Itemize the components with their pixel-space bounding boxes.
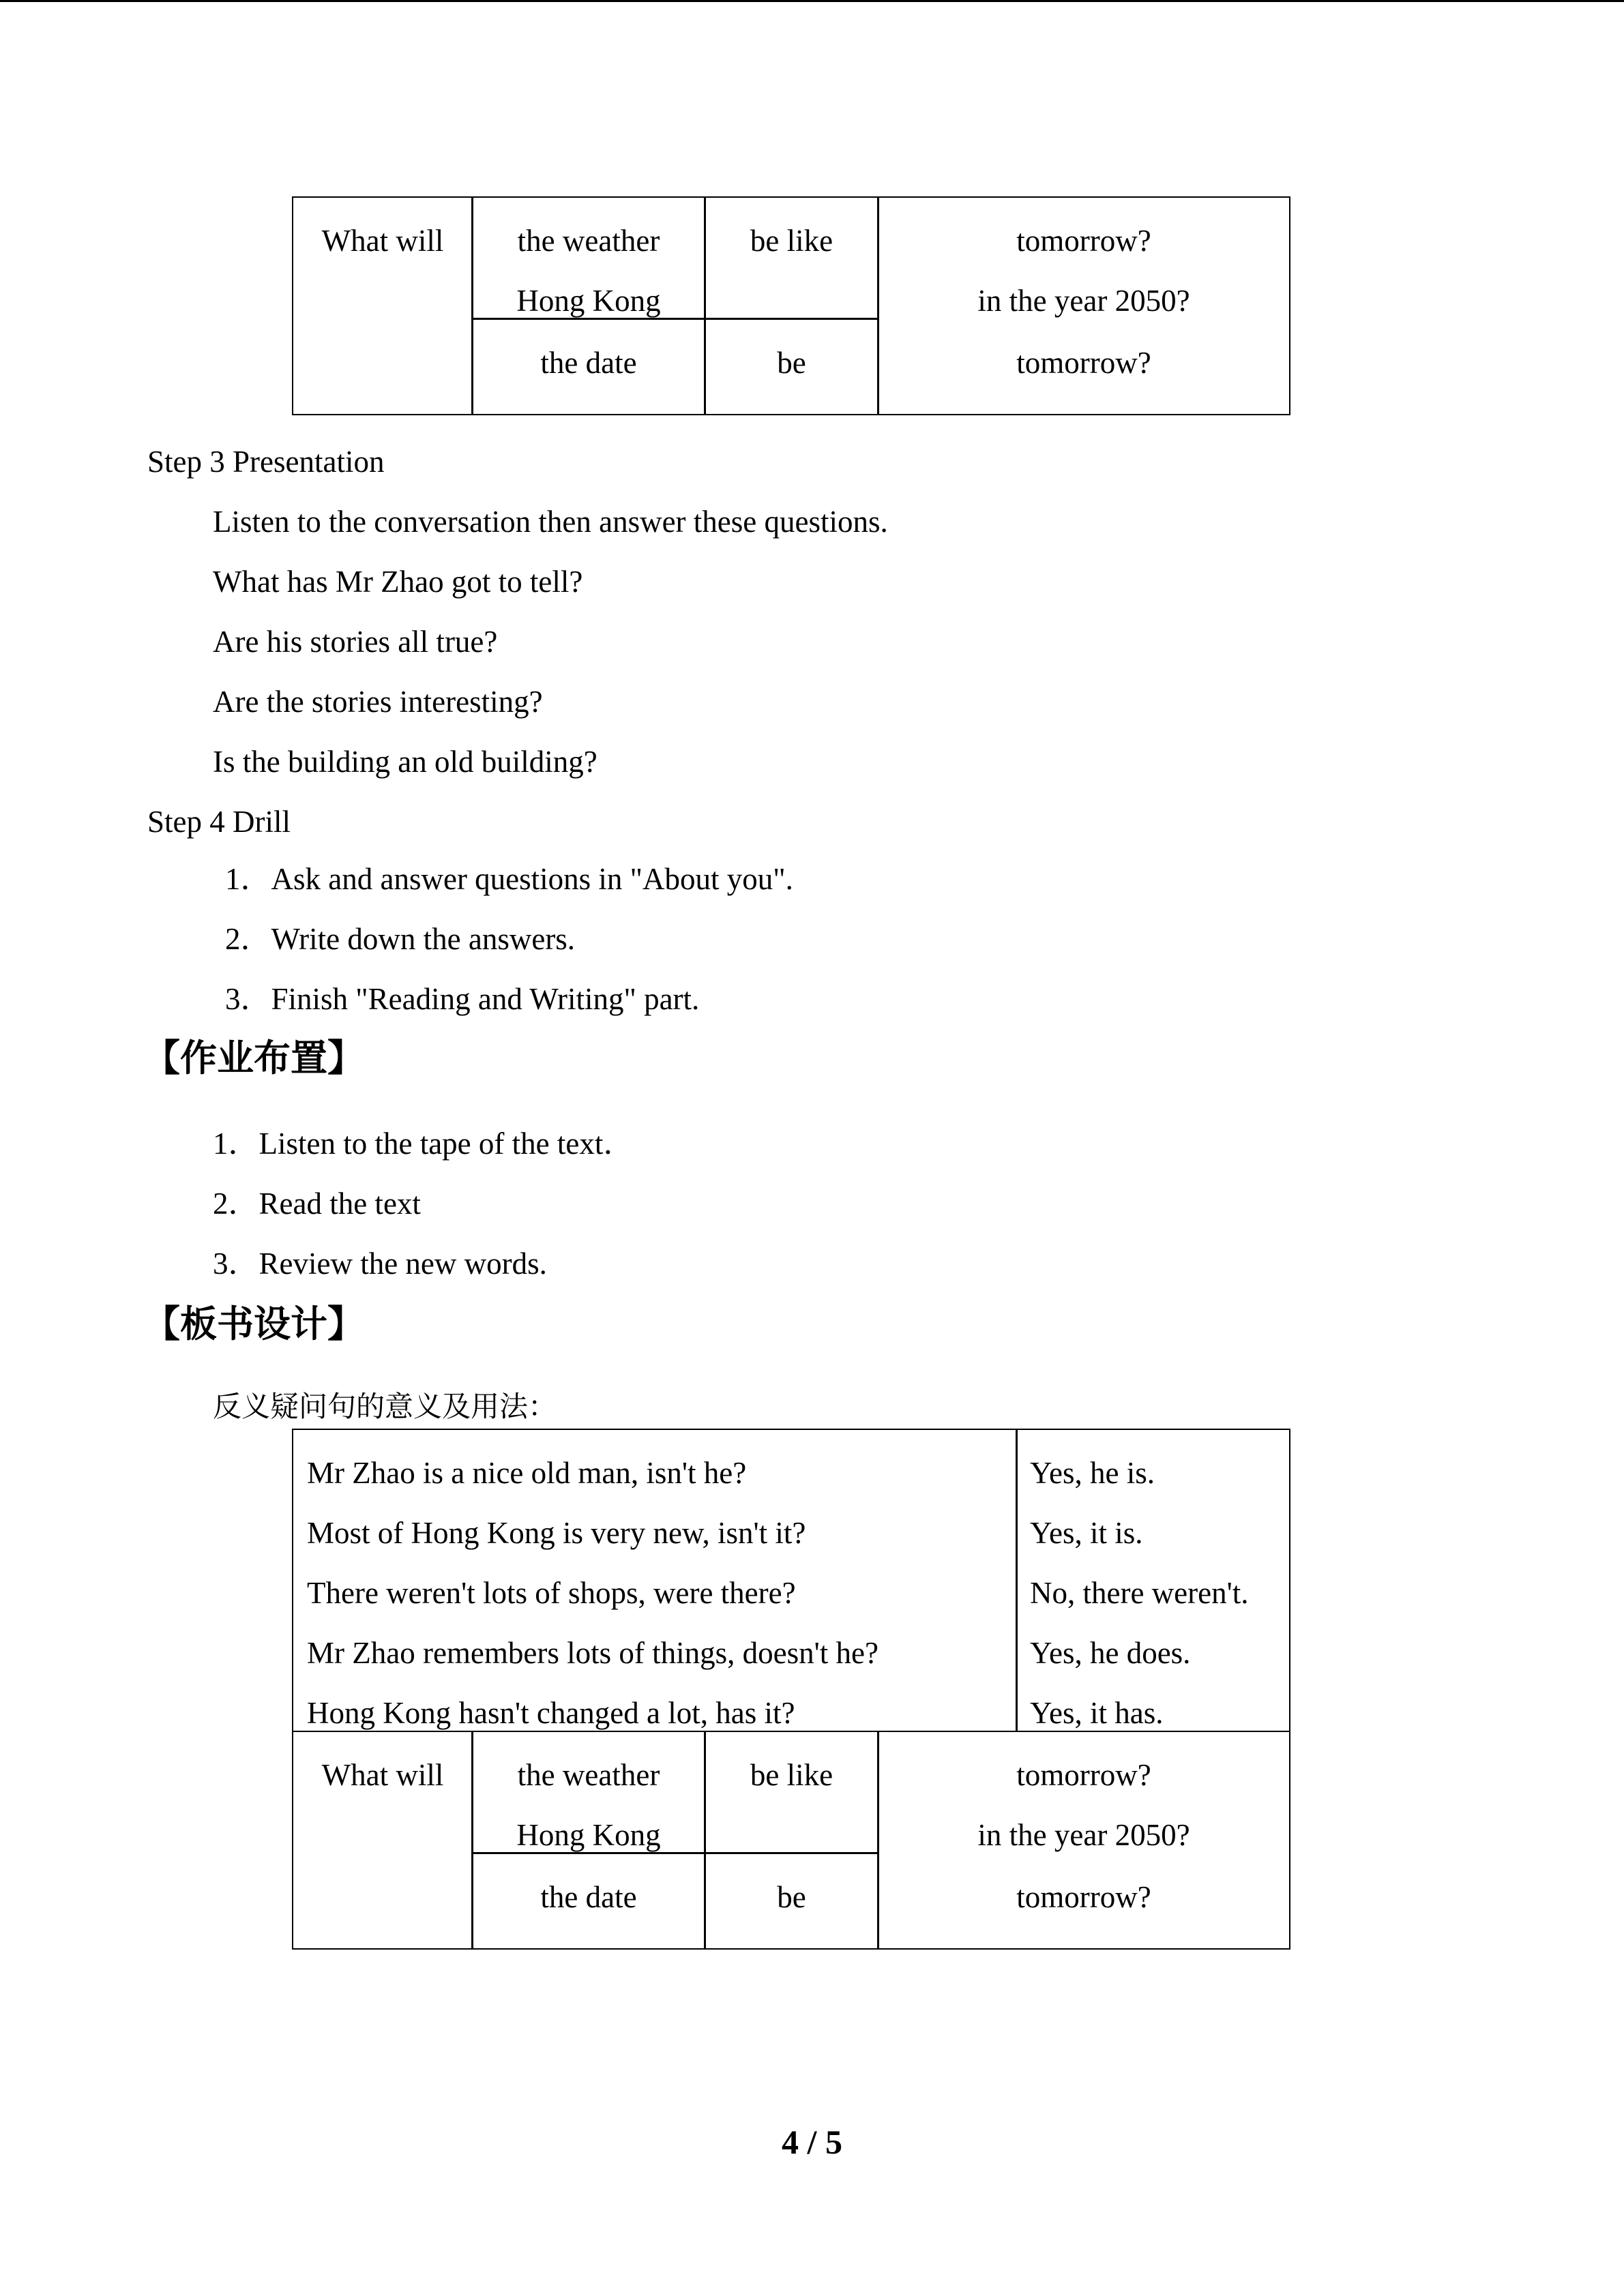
table-cell: Hong Kong xyxy=(516,1818,661,1852)
tag-question: Most of Hong Kong is very new, isn't it? xyxy=(307,1516,806,1550)
tag-answer: Yes, he is. xyxy=(1030,1456,1155,1490)
step3-heading: Step 3 Presentation xyxy=(147,445,385,479)
table-cell: the weather xyxy=(517,1758,660,1792)
table-cell: What will xyxy=(321,224,444,258)
table-cell: be xyxy=(777,346,806,380)
table-cell: the weather xyxy=(517,224,660,258)
table-cell: in the year 2050? xyxy=(977,284,1190,318)
tag-answer: No, there weren't. xyxy=(1030,1576,1249,1610)
page-number: 4 / 5 xyxy=(782,2123,842,2161)
table-cell: tomorrow? xyxy=(1016,224,1151,258)
table-cell: be xyxy=(777,1880,806,1914)
table-cell: the date xyxy=(540,1880,637,1914)
step3-line: Are his stories all true? xyxy=(213,625,498,659)
table-cell: be like xyxy=(750,1758,833,1792)
step4-heading: Step 4 Drill xyxy=(147,805,291,839)
step3-line: Listen to the conversation then answer these questions. xyxy=(213,505,888,539)
step4-item: 2．Write down the answers. xyxy=(225,922,576,956)
tag-question: There weren't lots of shops, were there? xyxy=(307,1576,796,1610)
table-divider xyxy=(1016,1429,1018,1732)
board-subtitle: 反义疑问句的意义及用法： xyxy=(213,1390,557,1423)
step4-item: 3．Finish "Reading and Writing" part. xyxy=(225,982,700,1016)
table-cell: in the year 2050? xyxy=(977,1818,1190,1852)
homework-item: 3．Review the new words. xyxy=(213,1247,547,1281)
page-top-border xyxy=(0,0,1624,2)
table-cell: the date xyxy=(540,346,637,380)
tag-question: Mr Zhao remembers lots of things, doesn't he? xyxy=(307,1636,879,1670)
step3-line: Are the stories interesting? xyxy=(213,685,543,719)
tag-question: Mr Zhao is a nice old man, isn't he? xyxy=(307,1456,747,1490)
table-divider xyxy=(471,1852,879,1854)
step3-line: What has Mr Zhao got to tell? xyxy=(213,565,583,599)
homework-heading: 【作业布置】 xyxy=(143,1037,364,1079)
table-cell: tomorrow? xyxy=(1016,1758,1151,1792)
homework-item: 2．Read the text xyxy=(213,1187,421,1221)
table-cell: be like xyxy=(750,224,833,258)
table-divider xyxy=(471,318,879,320)
step3-line: Is the building an old building? xyxy=(213,745,597,779)
homework-item: 1．Listen to the tape of the text． xyxy=(213,1127,634,1161)
table-cell: What will xyxy=(321,1758,444,1792)
tag-answer: Yes, he does. xyxy=(1030,1636,1191,1670)
tag-answer: Yes, it is. xyxy=(1030,1516,1143,1550)
tag-question: Hong Kong hasn't changed a lot, has it? xyxy=(307,1696,795,1730)
step4-item: 1．Ask and answer questions in "About you". xyxy=(225,862,793,896)
table-cell: tomorrow? xyxy=(1016,1880,1151,1914)
table-cell: Hong Kong xyxy=(516,284,661,318)
board-heading: 【板书设计】 xyxy=(143,1302,364,1345)
table-cell: tomorrow? xyxy=(1016,346,1151,380)
tag-answer: Yes, it has. xyxy=(1030,1696,1164,1730)
